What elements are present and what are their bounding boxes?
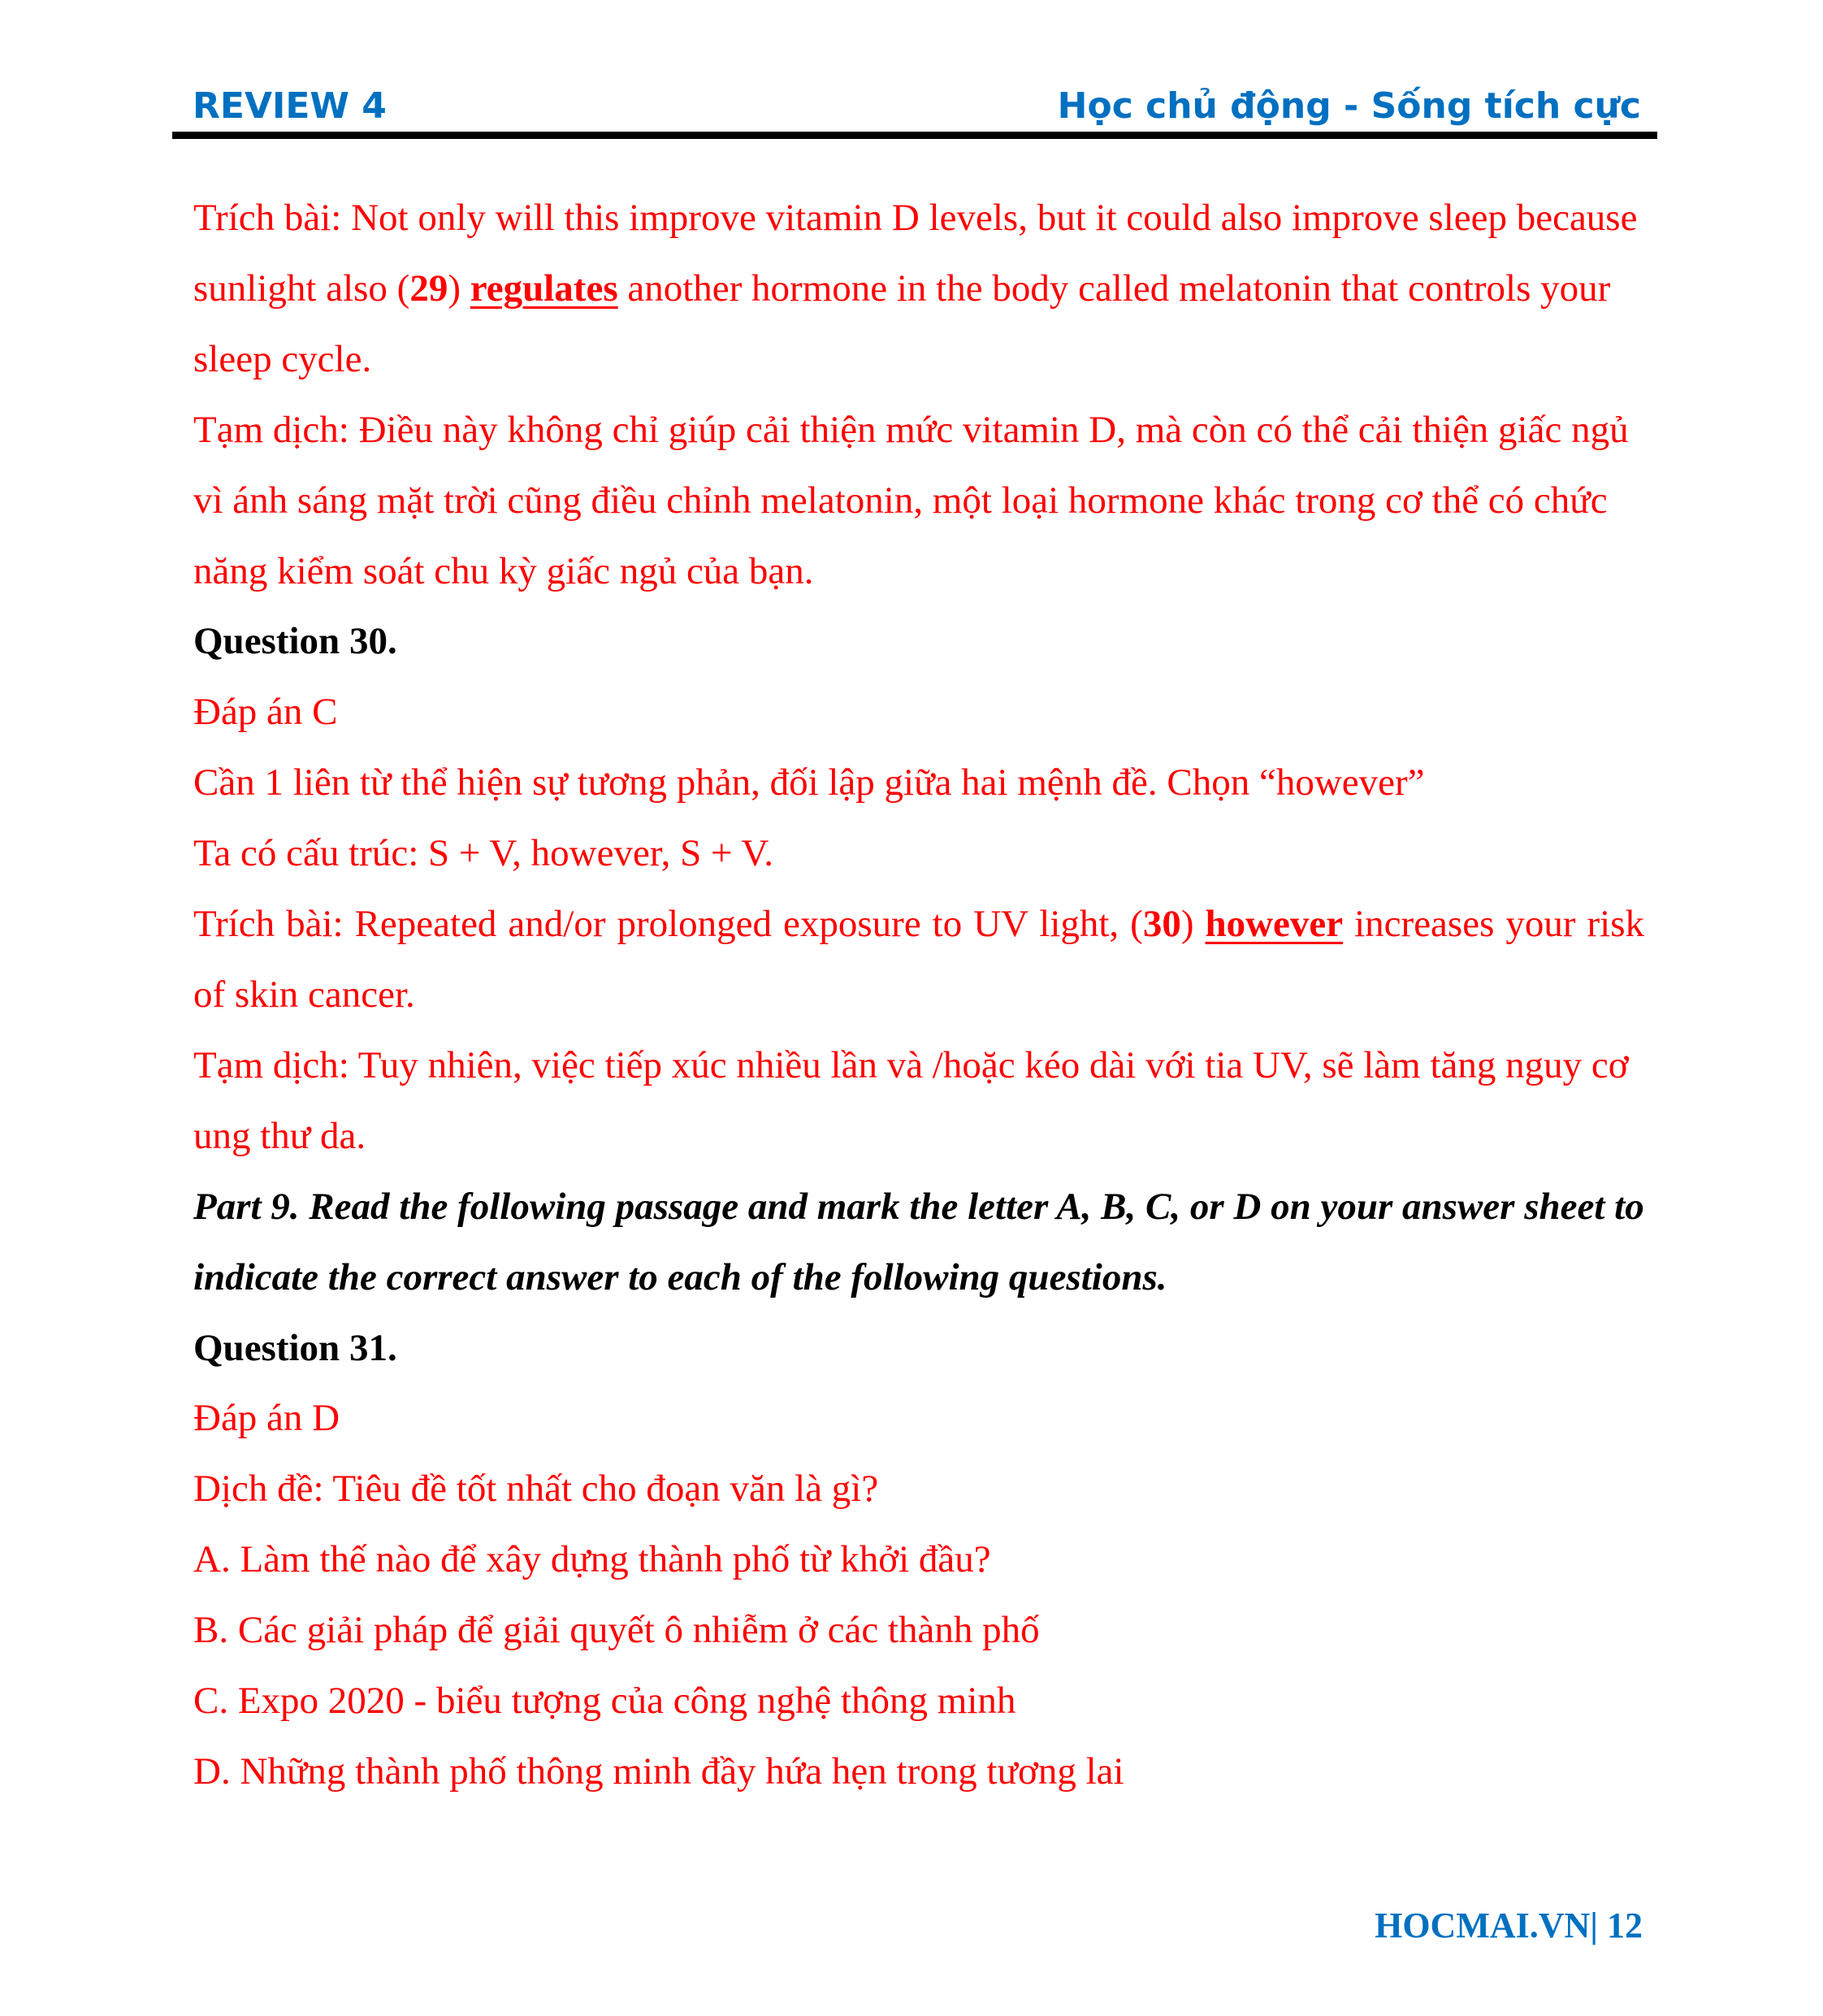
q30-heading: Question 30. xyxy=(193,620,397,663)
q30-excerpt-before: Trích bài: Repeated and/or prolonged exposure to UV light, ( xyxy=(193,903,1143,946)
footer-site: HOCMAI.VN| xyxy=(1375,1905,1598,1945)
q29-number: 29 xyxy=(409,267,448,310)
q30-keyword: however xyxy=(1205,903,1344,946)
q30-explanation-1: Cần 1 liên từ thể hiện sự tương phản, đối lập giữa hai mệnh đề. Chọn “however” xyxy=(193,761,1425,804)
q30-excerpt-after: increases your risk of skin cancer. xyxy=(193,903,1644,1016)
header-review-title: REVIEW 4 xyxy=(193,85,387,127)
q30-number: 30 xyxy=(1142,903,1181,946)
q29-excerpt xyxy=(193,183,1644,395)
page-footer xyxy=(1375,1901,1643,1950)
q31-option-d: D. Những thành phố thông minh đầy hứa hẹn trong tương lai xyxy=(193,1749,1124,1793)
q29-translation: Tạm dịch: Điều này không chỉ giúp cải thiện mức vitamin D, mà còn có thể cải thiện giấc ngủ vì ánh sáng mặt trời cũng điều chỉnh melatonin, một loại hormone khác trong cơ thể có chức năng kiểm soát chu kỳ giấc ngủ của bạn. xyxy=(193,408,1629,592)
q31-heading: Question 31. xyxy=(193,1326,397,1369)
header-slogan: Học chủ động - Sống tích cực xyxy=(1057,85,1641,127)
q30-answer: Đáp án C xyxy=(193,691,338,734)
page-header xyxy=(172,81,1657,132)
document-body xyxy=(193,183,1644,1807)
q29-excerpt-mid: ) xyxy=(448,267,470,310)
q31-option-c: C. Expo 2020 - biểu tượng của công nghệ thông minh xyxy=(193,1680,1016,1723)
q30-excerpt-mid: ) xyxy=(1180,903,1206,946)
part9-instructions: Part 9. Read the following passage and mark the letter A, B, C, or D on your answer sheet to indicate the correct answer to each of the following questions. xyxy=(193,1185,1644,1298)
q29-excerpt-after: another hormone in the body called melatonin that controls your sleep cycle. xyxy=(193,267,1611,380)
q31-option-b: B. Các giải pháp để giải quyết ô nhiễm ở các thành phố xyxy=(193,1609,1040,1652)
footer-page-number: 12 xyxy=(1607,1905,1643,1945)
q30-explanation-2: Ta có cấu trúc: S + V, however, S + V. xyxy=(193,832,774,875)
q30-translation: Tạm dịch: Tuy nhiên, việc tiếp xúc nhiều lần và /hoặc kéo dài với tia UV, sẽ làm tăng nguy cơ ung thư da. xyxy=(193,1043,1629,1157)
q30-excerpt xyxy=(193,889,1644,1030)
q31-answer: Đáp án D xyxy=(193,1397,340,1440)
q31-question: Dịch đề: Tiêu đề tốt nhất cho đoạn văn là gì? xyxy=(193,1468,879,1511)
q31-option-a: A. Làm thế nào để xây dựng thành phố từ khởi đầu? xyxy=(193,1538,991,1581)
header-divider xyxy=(172,132,1657,139)
q29-keyword: regulates xyxy=(470,267,618,310)
q29-excerpt-before: Trích bài: Not only will this improve vitamin D levels, but it could also improve sleep because sunlight also ( xyxy=(193,197,1638,310)
